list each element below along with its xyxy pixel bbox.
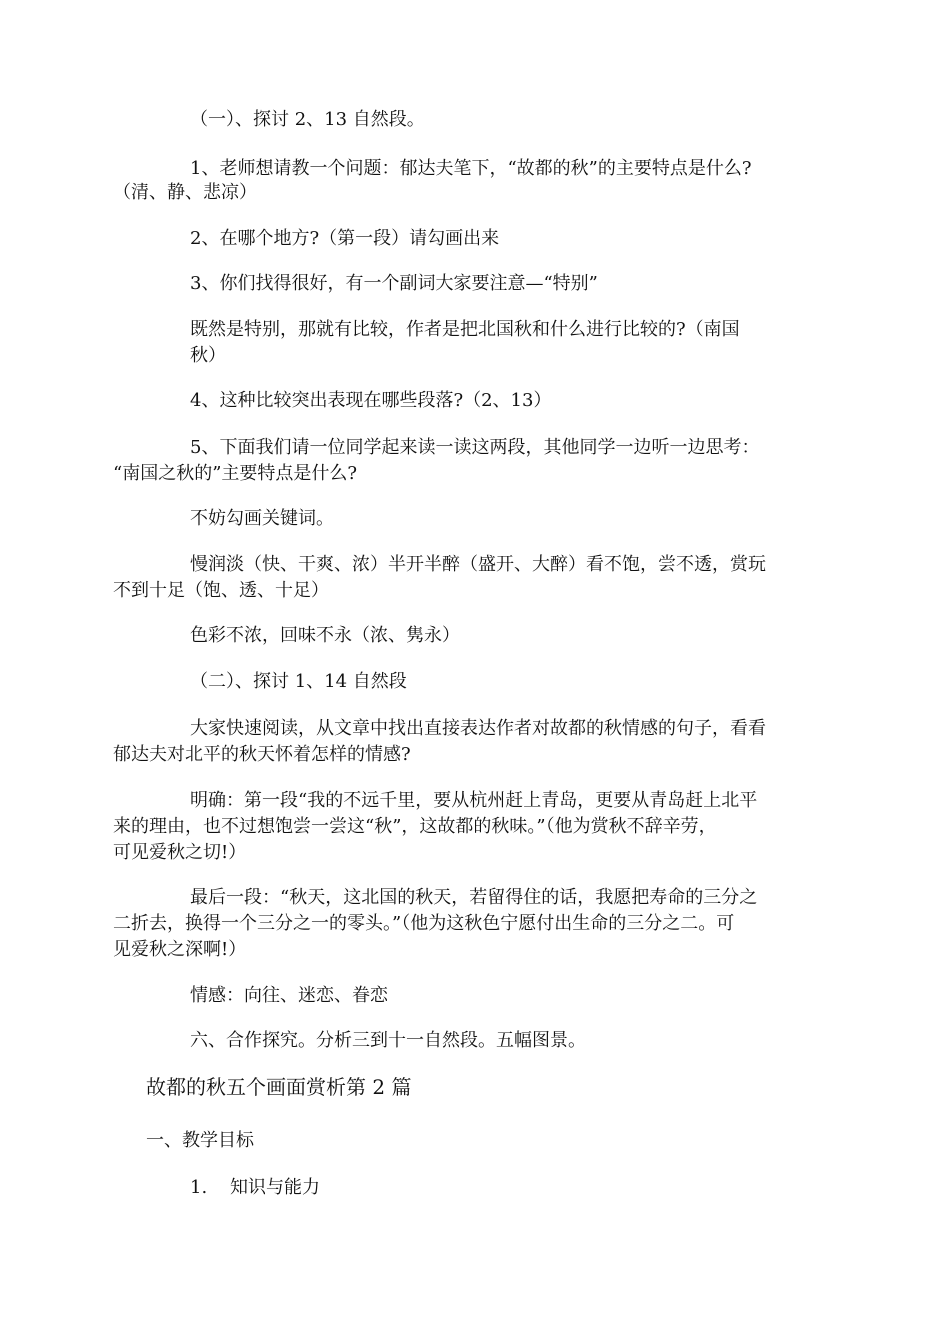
knowledge-ability-item: 1. 知识与能力 [190, 1177, 321, 1198]
question-three: 3、你们找得很好，有一个副词大家要注意—“特别” [190, 273, 598, 294]
question-one-line-1: 1、老师想请教一个问题：郁达夫笔下，“故都的秋”的主要特点是什么? [190, 158, 752, 179]
section-one-title: （一）、探讨 2、13 自然段。 [190, 109, 425, 130]
keywords-hint: 不妨勾画关键词。 [190, 508, 334, 529]
comparison-line-1: 既然是特别，那就有比较，作者是把北国秋和什么进行比较的?（南国 [190, 319, 740, 340]
last-paragraph-line-2: 二折去，换得一个三分之一的零头。”（他为这秋色宁愿付出生命的三分之二。可 [113, 913, 735, 934]
clarify-line-1: 明确：第一段“我的不远千里，要从杭州赶上青岛，更要从青岛赶上北平 [190, 790, 758, 811]
south-autumn-line-2: 不到十足（饱、透、十足） [113, 580, 329, 601]
question-four: 4、这种比较突出表现在哪些段落?（2、13） [190, 390, 552, 411]
last-paragraph-line-3: 见爱秋之深啊!） [113, 939, 247, 960]
color-line: 色彩不浓，回味不永（浓、隽永） [190, 625, 460, 646]
question-five-line-1: 5、下面我们请一位同学起来读一读这两段，其他同学一边听一边思考： [190, 437, 760, 458]
clarify-line-2: 来的理由，也不过想饱尝一尝这“秋”，这故都的秋味。”（他为赏秋不辞辛劳， [113, 816, 717, 837]
comparison-line-2: 秋） [190, 345, 226, 366]
emotion-line: 情感：向往、迷恋、眷恋 [190, 985, 388, 1006]
teaching-goals-title: 一、教学目标 [146, 1130, 254, 1151]
reading-task-line-1: 大家快速阅读，从文章中找出直接表达作者对故都的秋情感的句子，看看 [190, 718, 766, 739]
section-six: 六、合作探究。分析三到十一自然段。五幅图景。 [190, 1030, 586, 1051]
question-one-line-2: （清、静、悲凉） [113, 182, 257, 203]
question-five-line-2: “南国之秋的”主要特点是什么? [113, 463, 358, 484]
reading-task-line-2: 郁达夫对北平的秋天怀着怎样的情感? [113, 744, 411, 765]
section-two-title: （二）、探讨 1、14 自然段 [190, 671, 407, 692]
clarify-line-3: 可见爱秋之切!） [113, 842, 247, 863]
question-two: 2、在哪个地方?（第一段）请勾画出来 [190, 228, 500, 249]
south-autumn-line-1: 慢润淡（快、干爽、浓）半开半醉（盛开、大醉）看不饱，尝不透，赏玩 [190, 554, 766, 575]
last-paragraph-line-1: 最后一段：“秋天，这北国的秋天，若留得住的话，我愿把寿命的三分之 [190, 887, 758, 908]
part-two-title: 故都的秋五个画面赏析第 2 篇 [146, 1075, 412, 1099]
